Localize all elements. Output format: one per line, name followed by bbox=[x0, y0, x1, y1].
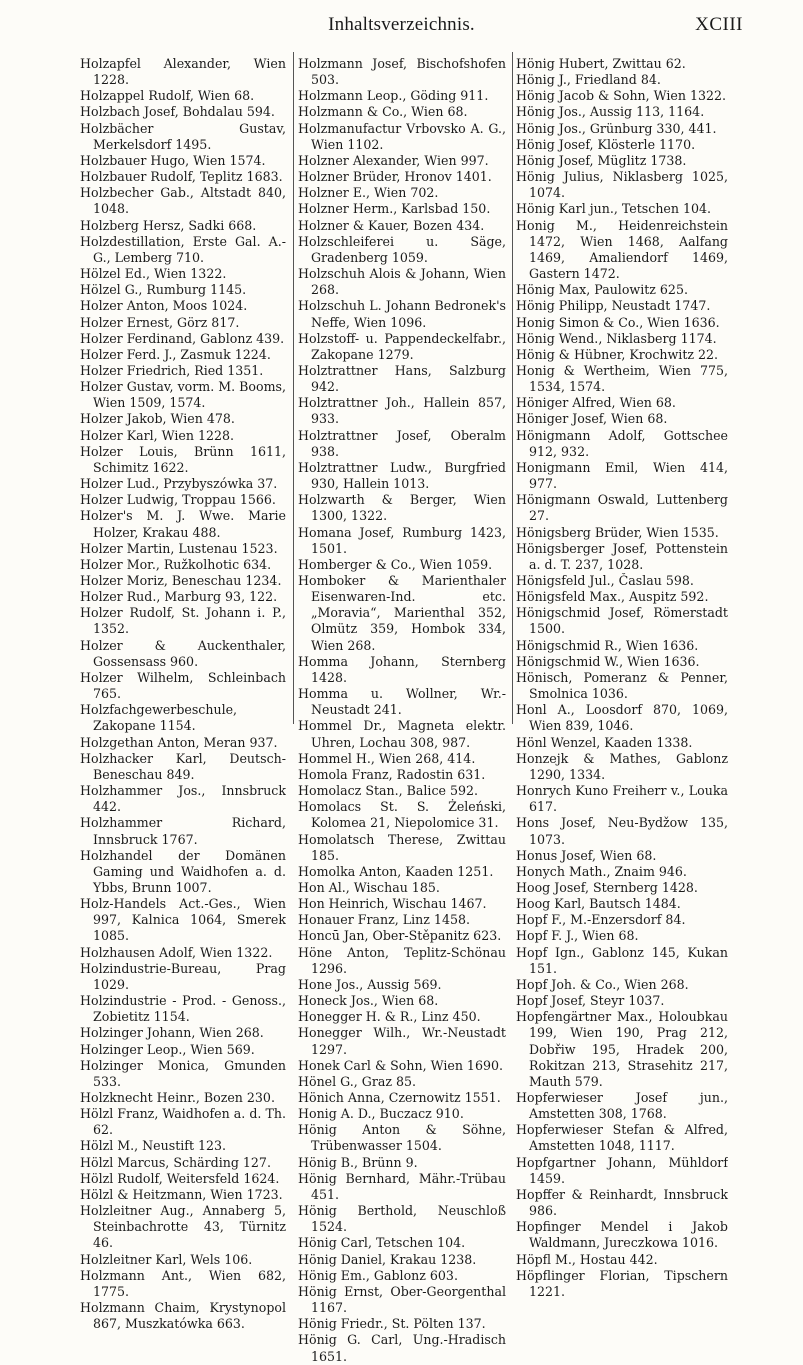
index-entry: Holzer Ernest, Görz 817. bbox=[80, 314, 240, 330]
index-entry: Holzmann Ant., Wien 682, 1775. bbox=[80, 1267, 286, 1299]
index-entry: Hönig Anton & Söhne, Trübenwasser 1504. bbox=[298, 1122, 506, 1154]
index-entry: Holzindustrie-Bureau, Prag 1029. bbox=[80, 960, 286, 992]
index-entry: Hönig Josef, Müglitz 1738. bbox=[516, 152, 687, 168]
index-entry: Hönel G., Graz 85. bbox=[298, 1073, 417, 1089]
index-entry: Hopfinger Mendel i Jakob Waldmann, Jureczkowa 1016. bbox=[516, 1219, 728, 1251]
index-entry: Holzleitner Karl, Wels 106. bbox=[80, 1251, 253, 1267]
index-entry: Honegger H. & R., Linz 450. bbox=[298, 1009, 481, 1025]
index-entry: Honegger Wilh., Wr.-Neustadt 1297. bbox=[298, 1025, 506, 1057]
index-entry: Holzstoff- u. Pappendeckelfabr., Zakopane 1279. bbox=[298, 330, 506, 362]
index-entry: Hönigmann Adolf, Gottschee 912, 932. bbox=[516, 427, 728, 459]
index-entry: Homolatsch Therese, Zwittau 185. bbox=[298, 831, 506, 863]
index-entry: Hons Josef, Neu-Bydžow 135, 1073. bbox=[516, 815, 728, 847]
index-entry: Hönigmann Oswald, Luttenberg 27. bbox=[516, 492, 728, 524]
index-entry: Holzer Wilhelm, Schleinbach 765. bbox=[80, 669, 286, 702]
index-entry: Holzner E., Wien 702. bbox=[298, 185, 439, 201]
index-entry: Holzmann Chaim, Krystynopol 867, Muszkatówka 663. bbox=[80, 1300, 286, 1332]
index-entry: Holzer Rud., Marburg 93, 122. bbox=[80, 589, 278, 605]
index-entry: Hölzel Ed., Wien 1322. bbox=[80, 266, 227, 282]
index-entry: Honek Carl & Sohn, Wien 1690. bbox=[298, 1057, 503, 1073]
index-entry: Holzer & Auckenthaler, Gossensass 960. bbox=[80, 637, 286, 669]
index-entry: Hon Al., Wischau 185. bbox=[298, 879, 440, 895]
index-entry: Hönl Wenzel, Kaaden 1338. bbox=[516, 734, 693, 750]
index-entry: Holzinger Leop., Wien 569. bbox=[80, 1041, 255, 1057]
index-entry: Holzinger Monica, Gmunden 533. bbox=[80, 1057, 286, 1089]
index-entry: Hönisch, Pomeranz & Penner, Smolnica 1036. bbox=[516, 669, 728, 702]
index-entry: Hönigsfeld Max., Auspitz 592. bbox=[516, 589, 709, 605]
index-entry: Honcū Jan, Ober-Stěpanitz 623. bbox=[298, 928, 502, 944]
index-entry: Honigmann Emil, Wien 414, 977. bbox=[516, 459, 728, 492]
index-entry: Höniger Alfred, Wien 68. bbox=[516, 395, 676, 411]
index-entry: Hopferwieser Stefan & Alfred, Amstetten 1048, 1117. bbox=[516, 1122, 728, 1154]
index-entry: Holzappel Rudolf, Wien 68. bbox=[80, 88, 255, 104]
index-entry: Hon Heinrich, Wischau 1467. bbox=[298, 896, 487, 912]
index-entry: Homma Johann, Sternberg 1428. bbox=[298, 653, 506, 685]
page-header bbox=[60, 10, 743, 46]
index-entry: Hönigschmid Josef, Römerstadt 1500. bbox=[516, 605, 728, 637]
index-entry: Holztrattner Ludw., Burgfried 930, Hallein 1013. bbox=[298, 459, 506, 492]
index-entry: Holztrattner Joh., Hallein 857, 933. bbox=[298, 395, 506, 427]
index-entry: Homberger & Co., Wien 1059. bbox=[298, 556, 493, 572]
index-entry: Hönig Julius, Niklasberg 1025, 1074. bbox=[516, 169, 728, 201]
index-entry: Hönich Anna, Czernowitz 1551. bbox=[298, 1090, 501, 1105]
index-entry: Hopferwieser Josef jun., Amstetten 308, 1768. bbox=[516, 1090, 728, 1122]
index-entry: Höne Anton, Teplitz-Schönau 1296. bbox=[298, 944, 506, 976]
index-entry: Holzapfel Alexander, Wien 1228. bbox=[80, 56, 286, 88]
index-column-2 bbox=[298, 56, 506, 1365]
index-entry: Hönigsfeld Jul., Časlau 598. bbox=[516, 573, 694, 588]
index-entry: Hölzl Rudolf, Weitersfeld 1624. bbox=[80, 1170, 280, 1186]
index-entry: Holzbauer Rudolf, Teplitz 1683. bbox=[80, 169, 283, 185]
index-entry: Holzmann Josef, Bischofshofen 503. bbox=[298, 56, 506, 88]
index-entry: Holztrattner Josef, Oberalm 938. bbox=[298, 427, 506, 459]
index-entry: Holzfachgewerbeschule, Zakopane 1154. bbox=[80, 702, 238, 734]
index-entry: Holzleitner Aug., Annaberg 5, Steinbachrotte 43, Türnitz 46. bbox=[80, 1203, 286, 1251]
index-entry: Hönig Ernst, Ober-Georgenthal 1167. bbox=[298, 1283, 506, 1316]
index-entry: Hölzl M., Neustift 123. bbox=[80, 1138, 227, 1154]
index-entry: Holzknecht Heinr., Bozen 230. bbox=[80, 1090, 275, 1105]
index-entry: Holzner Herm., Karlsbad 150. bbox=[298, 201, 491, 217]
index-entry: Höpfl M., Hostau 442. bbox=[516, 1251, 658, 1267]
index-entry: Honig A. D., Buczacz 910. bbox=[298, 1106, 464, 1122]
index-entry: Honauer Franz, Linz 1458. bbox=[298, 912, 470, 928]
index-entry: Hönig Friedr., St. Pölten 137. bbox=[298, 1316, 486, 1332]
index-column-3 bbox=[516, 56, 728, 1300]
index-entry: Homolka Anton, Kaaden 1251. bbox=[298, 863, 494, 879]
index-entry: Hönigschmid W., Wien 1636. bbox=[516, 653, 700, 669]
index-entry: Hopf Joh. & Co., Wien 268. bbox=[516, 976, 689, 992]
index-entry: Hoog Josef, Sternberg 1428. bbox=[516, 879, 698, 895]
index-entry: Holzer Mor., Ružkolhotic 634. bbox=[80, 556, 272, 572]
index-entry: Holzhacker Karl, Deutsch-Beneschau 849. bbox=[80, 750, 286, 782]
index-entry: Hölzl Marcus, Schärding 127. bbox=[80, 1154, 271, 1170]
index-entry: Holzgethan Anton, Meran 937. bbox=[80, 734, 278, 750]
index-entry: Hone Jos., Aussig 569. bbox=[298, 976, 442, 992]
index-entry: Holzer Gustav, vorm. M. Booms, Wien 1509, 1574. bbox=[80, 379, 286, 411]
index-entry: Holzindustrie - Prod. - Genoss., Zobietitz 1154. bbox=[80, 993, 286, 1025]
index-entry: Holzhammer Jos., Innsbruck 442. bbox=[80, 783, 286, 815]
index-entry: Hönig Bernhard, Mähr.-Trübau 451. bbox=[298, 1170, 506, 1202]
index-entry: Honych Math., Znaim 946. bbox=[516, 863, 687, 879]
index-entry: Hommel H., Wien 268, 414. bbox=[298, 750, 476, 766]
index-entry: Holzer Friedrich, Ried 1351. bbox=[80, 362, 264, 378]
index-entry: Hönig Philipp, Neustadt 1747. bbox=[516, 298, 711, 314]
page-title: Inhaltsverzeichnis. bbox=[328, 14, 475, 35]
index-entry: Holzschleiferei u. Säge, Gradenberg 1059. bbox=[298, 233, 506, 265]
index-entry: Hönigsberger Josef, Pottenstein a. d. T. 237, 1028. bbox=[516, 540, 728, 572]
index-entry: Holzschuh L. Johann Bedronek's Neffe, Wien 1096. bbox=[298, 298, 506, 330]
index-entry: Hönig Jos., Aussig 113, 1164. bbox=[516, 104, 705, 120]
index-entry: Holzner Alexander, Wien 997. bbox=[298, 152, 489, 168]
index-entry: Hölzl & Heitzmann, Wien 1723. bbox=[80, 1186, 283, 1202]
index-entry: Holzhandel der Domänen Gaming und Waidhofen a. d. Ybbs, Brunn 1007. bbox=[80, 847, 286, 895]
index-entry: Hoog Karl, Bautsch 1484. bbox=[516, 896, 681, 912]
index-entry: Homma u. Wollner, Wr.-Neustadt 241. bbox=[298, 686, 506, 718]
index-entry: Honrych Kuno Freiherr v., Louka 617. bbox=[516, 783, 728, 815]
index-entry: Holzer Martin, Lustenau 1523. bbox=[80, 540, 278, 556]
index-entry: Holzer Louis, Brünn 1611, Schimitz 1622. bbox=[80, 443, 286, 475]
index-entry: Holz-Handels Act.-Ges., Wien 997, Kalnica 1064, Smerek 1085. bbox=[80, 896, 286, 944]
index-entry: Hopffer & Reinhardt, Innsbruck 986. bbox=[516, 1186, 728, 1219]
index-entry: Höpflinger Florian, Tipschern 1221. bbox=[516, 1267, 728, 1299]
index-entry: Homola Franz, Radostin 631. bbox=[298, 766, 486, 782]
index-entry: Hommel Dr., Magneta elektr. Uhren, Lochau 308, 987. bbox=[298, 718, 506, 750]
index-entry: Holzer Rudolf, St. Johann i. P., 1352. bbox=[80, 605, 286, 637]
index-entry: Homboker & Marienthaler Eisenwaren-Ind. etc. „Moravia“, Marienthal 352, Olmütz 359, Hombok 334, Wien 268. bbox=[298, 573, 506, 653]
index-entry: Holzbächer Gustav, Merkelsdorf 1495. bbox=[80, 120, 286, 152]
index-entry: Höniger Josef, Wien 68. bbox=[516, 411, 668, 427]
index-entry: Hopf Ign., Gablonz 145, Kukan 151. bbox=[516, 944, 728, 976]
index-entry: Hönig G. Carl, Ung.-Hradisch 1651. bbox=[298, 1332, 506, 1364]
column-divider bbox=[512, 52, 513, 724]
index-entry: Holzhammer Richard, Innsbruck 1767. bbox=[80, 815, 286, 847]
index-entry: Hönig Berthold, Neuschloß 1524. bbox=[298, 1203, 506, 1235]
index-entry: Hölzl Franz, Waidhofen a. d. Th. 62. bbox=[80, 1106, 286, 1138]
index-entry: Holzbach Josef, Bohdalau 594. bbox=[80, 104, 275, 120]
index-entry: Holzwarth & Berger, Wien 1300, 1322. bbox=[298, 492, 506, 524]
index-entry: Holzer Anton, Moos 1024. bbox=[80, 298, 248, 314]
index-entry: Hönig B., Brünn 9. bbox=[298, 1154, 418, 1170]
index-entry: Holzbauer Hugo, Wien 1574. bbox=[80, 152, 266, 168]
column-divider bbox=[293, 52, 294, 724]
index-entry: Holzer Lud., Przybyszówka 37. bbox=[80, 476, 278, 492]
index-entry: Hopf F. J., Wien 68. bbox=[516, 928, 639, 944]
index-entry: Homana Josef, Rumburg 1423, 1501. bbox=[298, 524, 506, 556]
index-entry: Hönig J., Friedland 84. bbox=[516, 72, 661, 88]
index-entry: Holzer Karl, Wien 1228. bbox=[80, 427, 235, 443]
index-entry: Holztrattner Hans, Salzburg 942. bbox=[298, 362, 506, 395]
page-number: XCIII bbox=[695, 14, 743, 35]
index-entry: Hönig Karl jun., Tetschen 104. bbox=[516, 201, 712, 217]
index-entry: Holzner Brüder, Hronov 1401. bbox=[298, 169, 492, 185]
index-entry: Hönig & Hübner, Krochwitz 22. bbox=[516, 346, 719, 362]
index-entry: Hönig Em., Gablonz 603. bbox=[298, 1267, 458, 1283]
index-entry: Holzmanufactur Vrbovsko A. G., Wien 1102. bbox=[298, 120, 506, 152]
index-entry: Holzer Ferdinand, Gablonz 439. bbox=[80, 330, 285, 346]
index-entry: Holzer Ferd. J., Zasmuk 1224. bbox=[80, 346, 271, 362]
index-entry: Hopfengärtner Max., Holoubkau 199, Wien 190, Prag 212, Dobřiw 195, Hradek 200, Rokitzan 213, Strasehitz 217, Mauth 579. bbox=[516, 1009, 728, 1089]
index-entry: Honig M., Heidenreichstein 1472, Wien 1468, Aalfang 1469, Amaliendorf 1469, Gastern 1472. bbox=[516, 217, 728, 282]
index-entry: Holzdestillation, Erste Gal. A.-G., Lemberg 710. bbox=[80, 233, 286, 265]
index-entry: Holzschuh Alois & Johann, Wien 268. bbox=[298, 266, 506, 298]
index-entry: Hönig Wend., Niklasberg 1174. bbox=[516, 330, 717, 346]
index-entry: Honig & Wertheim, Wien 775, 1534, 1574. bbox=[516, 362, 728, 395]
index-entry: Honeck Jos., Wien 68. bbox=[298, 993, 439, 1009]
index-entry: Hönig Carl, Tetschen 104. bbox=[298, 1235, 466, 1251]
index-entry: Hönigsberg Brüder, Wien 1535. bbox=[516, 524, 719, 540]
index-entry: Hönig Max, Paulowitz 625. bbox=[516, 282, 688, 298]
index-entry: Holzer Jakob, Wien 478. bbox=[80, 411, 235, 427]
index-entry: Honus Josef, Wien 68. bbox=[516, 847, 657, 863]
index-entry: Holzmann & Co., Wien 68. bbox=[298, 104, 468, 120]
index-entry: Hönig Daniel, Krakau 1238. bbox=[298, 1251, 477, 1267]
index-entry: Holzhausen Adolf, Wien 1322. bbox=[80, 944, 273, 960]
index-entry: Holzmann Leop., Göding 911. bbox=[298, 88, 489, 104]
index-column-1 bbox=[80, 56, 286, 1332]
index-entry: Hönig Hubert, Zwittau 62. bbox=[516, 56, 686, 71]
index-entry: Hopf F., M.-Enzersdorf 84. bbox=[516, 912, 686, 928]
index-entry: Hönig Jacob & Sohn, Wien 1322. bbox=[516, 88, 727, 104]
index-entry: Hopf Josef, Steyr 1037. bbox=[516, 993, 665, 1009]
index-entry: Homolacs St. S. Żeleński, Kolomea 21, Niepolomice 31. bbox=[298, 799, 506, 831]
index-entry: Homolacz Stan., Balice 592. bbox=[298, 783, 479, 799]
index-entry: Holzer Moriz, Beneschau 1234. bbox=[80, 573, 282, 588]
index-entry: Hönigschmid R., Wien 1636. bbox=[516, 637, 699, 653]
index-entry: Holzner & Kauer, Bozen 434. bbox=[298, 217, 485, 233]
index-entry: Hönig Jos., Grünburg 330, 441. bbox=[516, 120, 717, 136]
index-entry: Hönig Josef, Klösterle 1170. bbox=[516, 136, 696, 152]
index-entry: Honzejk & Mathes, Gablonz 1290, 1334. bbox=[516, 750, 728, 782]
index-entry: Holzinger Johann, Wien 268. bbox=[80, 1025, 264, 1041]
index-entry: Hopfgartner Johann, Mühldorf 1459. bbox=[516, 1154, 728, 1186]
index-entry: Honig Simon & Co., Wien 1636. bbox=[516, 314, 720, 330]
index-entry: Holzbecher Gab., Altstadt 840, 1048. bbox=[80, 185, 286, 217]
index-entry: Honl A., Loosdorf 870, 1069, Wien 839, 1046. bbox=[516, 702, 728, 734]
index-entry: Holzberg Hersz, Sadki 668. bbox=[80, 217, 257, 233]
index-entry: Hölzel G., Rumburg 1145. bbox=[80, 282, 247, 298]
index-entry: Holzer Ludwig, Troppau 1566. bbox=[80, 492, 276, 508]
index-entry: Holzer's M. J. Wwe. Marie Holzer, Krakau 488. bbox=[80, 508, 286, 540]
